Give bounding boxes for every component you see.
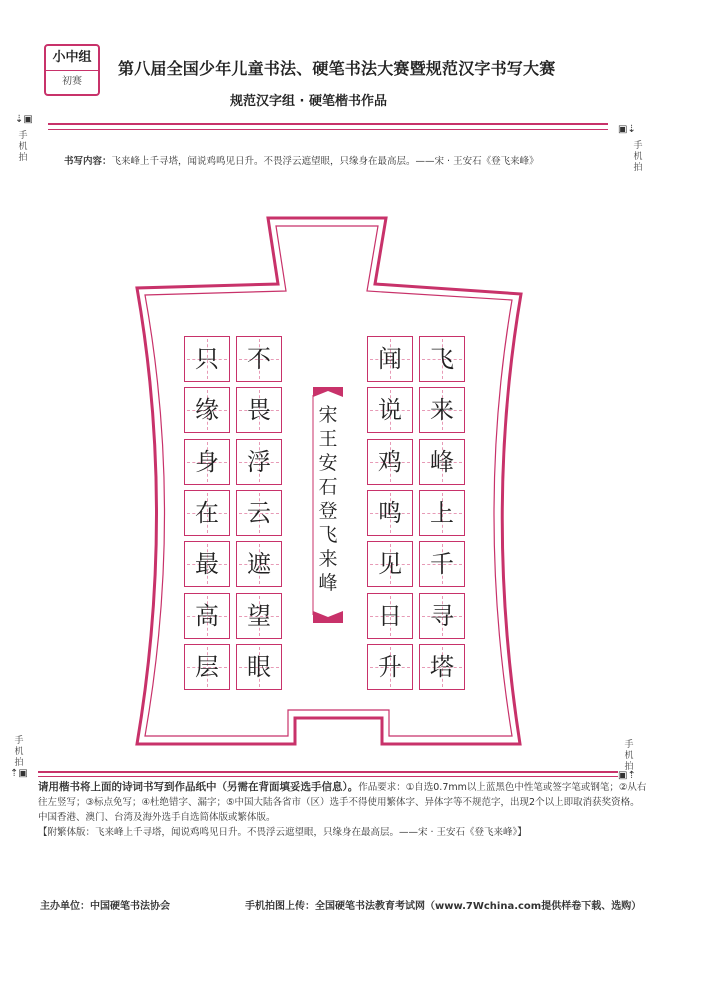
page-title: 第八届全国少年儿童书法、硬笔书法大赛暨规范汉字书写大赛 bbox=[118, 59, 556, 78]
grid-cell bbox=[236, 593, 282, 639]
author-signature: 宋王安石登飞来峰 bbox=[318, 404, 338, 594]
grid-cell bbox=[367, 490, 413, 536]
photo-mark-right: 手机拍 bbox=[633, 141, 643, 173]
grid-character: 畏 bbox=[247, 396, 271, 425]
grid-cell bbox=[184, 336, 230, 382]
grid-cell bbox=[236, 490, 282, 536]
group-label: 小中组 bbox=[46, 46, 98, 71]
grid-character: 最 bbox=[195, 550, 219, 579]
grid-character: 缘 bbox=[195, 396, 219, 425]
grid-cell bbox=[367, 541, 413, 587]
bottom-rule-thin bbox=[38, 776, 618, 777]
grid-character: 峰 bbox=[430, 447, 454, 476]
grid-character: 鸣 bbox=[378, 498, 402, 527]
instructions-hk-note: 中国香港、澳门、台湾及海外选手自选简体版或繁体版。 bbox=[38, 812, 276, 823]
organizer: 主办单位：中国硬笔书法协会 bbox=[40, 901, 170, 912]
content-text: 飞来峰上千寻塔，闻说鸡鸣见日升。不畏浮云遮望眼，只缘身在最高层。——宋 · 王安石《登飞来峰》 bbox=[111, 156, 539, 167]
grid-character: 望 bbox=[247, 601, 271, 630]
grid-cell bbox=[236, 644, 282, 690]
grid-cell bbox=[367, 387, 413, 433]
instructions-heading: 请用楷书将上面的诗词书写到作品纸中（另需在背面填妥选手信息）。 bbox=[38, 781, 359, 793]
instructions-traditional: 【附繁体版：飞来峰上千寻塔，闻说鸡鸣见日升。不畏浮云遮望眼，只缘身在最高层。——宋 · 王安石《登飞来峰》】 bbox=[38, 827, 527, 838]
grid-cell bbox=[236, 541, 282, 587]
grid-cell bbox=[367, 336, 413, 382]
grid-character: 寻 bbox=[430, 601, 454, 630]
grid-character: 高 bbox=[195, 601, 219, 630]
grid-character: 眼 bbox=[247, 652, 271, 681]
camera-icon: ⇡▣ bbox=[10, 768, 28, 779]
grid-character: 层 bbox=[195, 652, 219, 681]
photo-mark-left: 手机拍 bbox=[18, 131, 28, 163]
grid-cell bbox=[419, 541, 465, 587]
grid-character: 鸡 bbox=[378, 447, 402, 476]
grid-character: 日 bbox=[378, 601, 402, 630]
stage-label: 初赛 bbox=[62, 76, 82, 87]
grid-cell bbox=[367, 593, 413, 639]
photo-mark-left-bottom: 手机拍 bbox=[14, 736, 24, 768]
photo-mark-right-bottom: 手机拍 bbox=[624, 740, 634, 772]
grid-cell bbox=[184, 541, 230, 587]
page-subtitle: 规范汉字组 · 硬笔楷书作品 bbox=[230, 94, 387, 109]
instructions bbox=[38, 780, 648, 840]
grid-cell bbox=[419, 593, 465, 639]
grid-cell bbox=[419, 439, 465, 485]
grid-character: 见 bbox=[378, 550, 402, 579]
grid-cell bbox=[184, 387, 230, 433]
grid-character: 升 bbox=[378, 652, 402, 681]
content-label: 书写内容： bbox=[64, 156, 112, 167]
author-column bbox=[310, 385, 346, 625]
grid-cell bbox=[367, 439, 413, 485]
camera-icon: ▣⇣ bbox=[618, 124, 636, 135]
grid-character: 说 bbox=[378, 396, 402, 425]
grid-cell bbox=[419, 336, 465, 382]
grid-cell bbox=[419, 387, 465, 433]
grid-character: 在 bbox=[195, 498, 219, 527]
grid-cell bbox=[367, 644, 413, 690]
grid-cell bbox=[236, 387, 282, 433]
upload-info: 手机拍图上传：全国硬笔书法教育考试网（www.7Wchina.com提供样卷下载、选购） bbox=[245, 901, 642, 912]
grid-character: 上 bbox=[430, 498, 454, 527]
grid-character: 千 bbox=[430, 550, 454, 579]
grid-character: 闻 bbox=[378, 345, 402, 373]
camera-icon: ▣⇡ bbox=[618, 770, 636, 781]
instructions-requirements: 作品要求：①自选0.7mm以上蓝黑色中性笔或签字笔或钢笔；②从右往左竖写；③标点免写；④杜绝错字、漏字；⑤中国大陆各省市（区）选手不得使用繁体字、异体字等不规范字，出现2个以上即取消获奖资格。 bbox=[38, 782, 647, 808]
grid-character: 浮 bbox=[247, 447, 271, 476]
grid-cell bbox=[419, 644, 465, 690]
grid-character: 来 bbox=[430, 396, 454, 425]
grid-cell bbox=[184, 644, 230, 690]
grid-cell bbox=[184, 439, 230, 485]
grid-cell bbox=[419, 490, 465, 536]
grid-character: 不 bbox=[247, 345, 271, 373]
grid-cell bbox=[184, 593, 230, 639]
bottom-rule bbox=[38, 771, 618, 773]
grid-character: 身 bbox=[195, 447, 219, 476]
grid-character: 塔 bbox=[430, 652, 454, 681]
grid-cell bbox=[236, 439, 282, 485]
grid-cell bbox=[184, 490, 230, 536]
grid-character: 云 bbox=[247, 498, 271, 527]
grid-cell bbox=[236, 336, 282, 382]
camera-icon: ⇣▣ bbox=[15, 114, 33, 125]
grid-character: 飞 bbox=[430, 345, 454, 373]
grid-character: 遮 bbox=[247, 550, 271, 579]
grid-character: 只 bbox=[195, 345, 219, 373]
